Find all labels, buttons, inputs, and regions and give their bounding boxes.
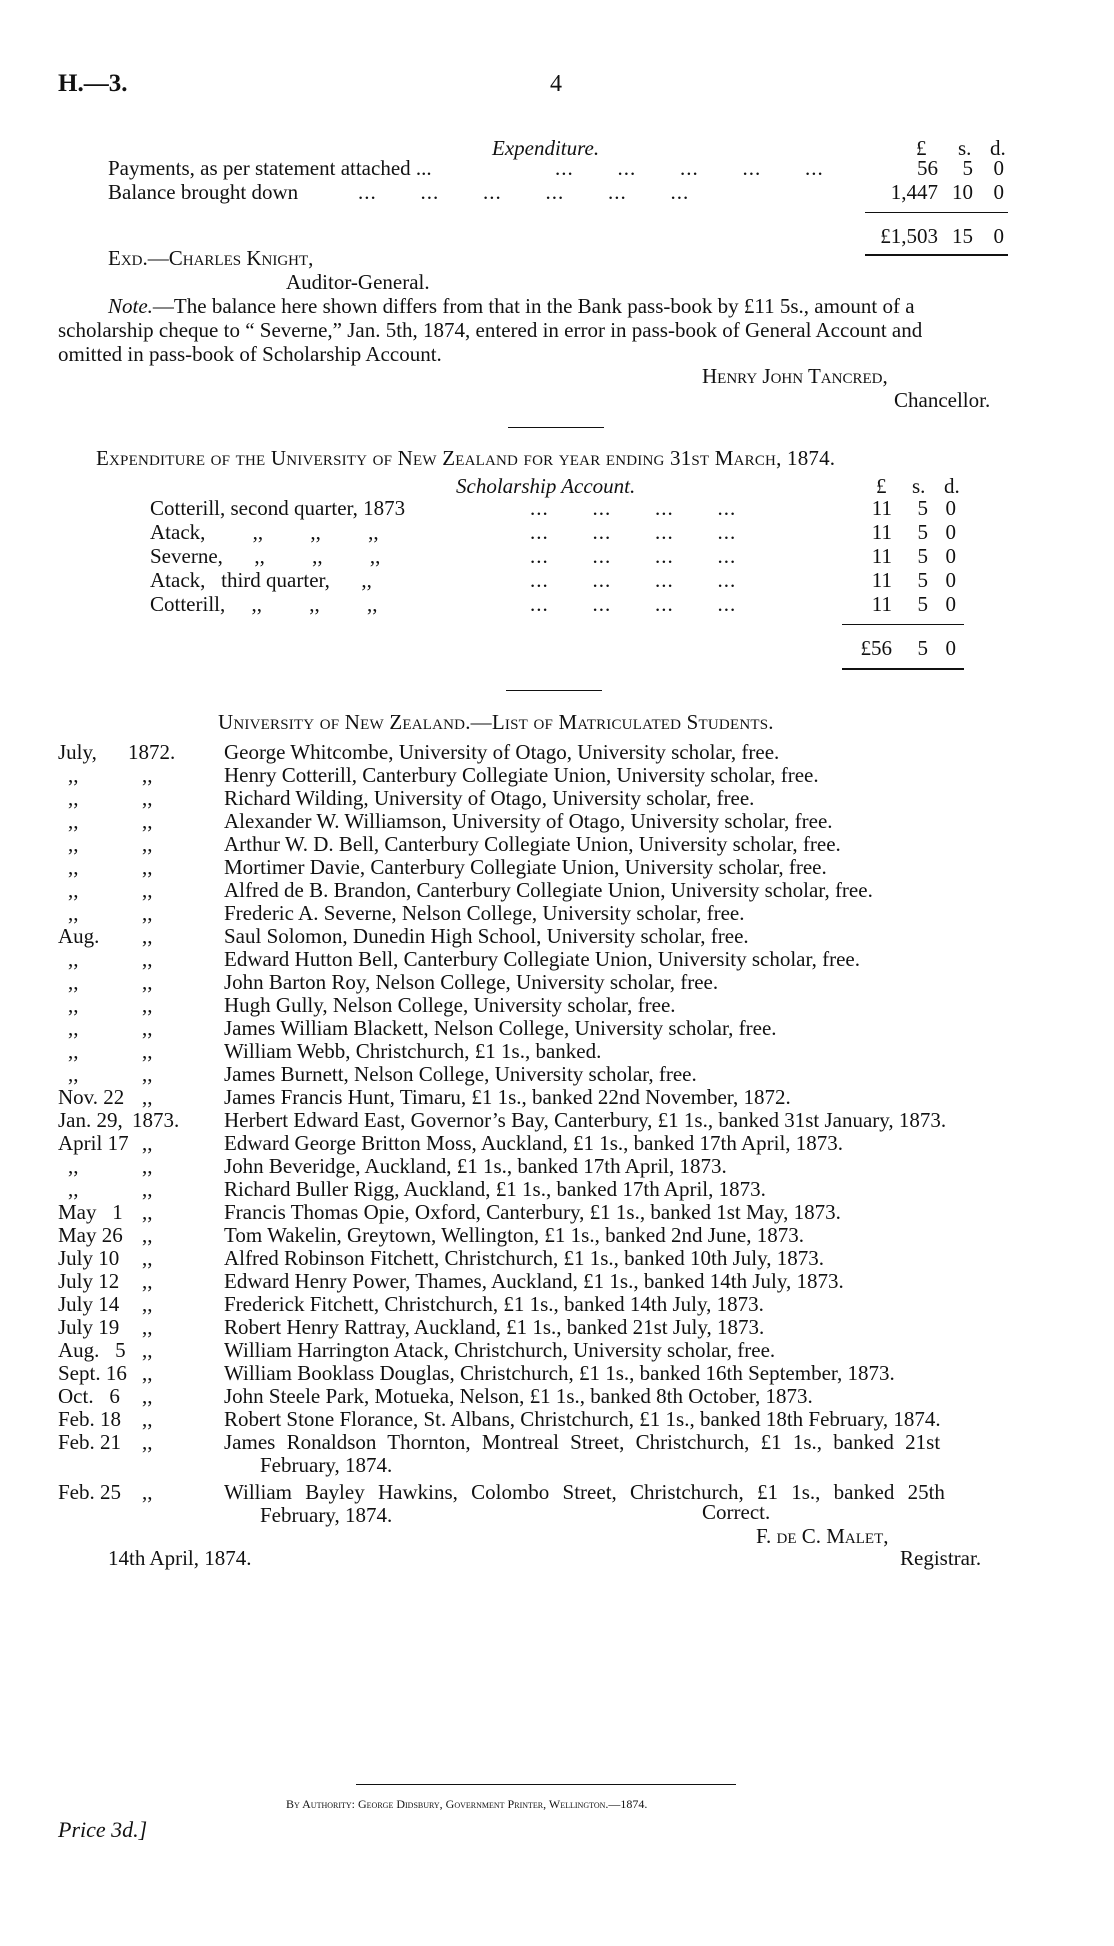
amount-pence: 0 (945, 544, 956, 568)
list-item (0, 1480, 1114, 1504)
entry-year: ,, (142, 1016, 153, 1040)
entry-year: ,, (142, 763, 153, 787)
col-pounds: £ (916, 136, 927, 160)
entry-year: ,, (142, 901, 153, 925)
entry-year: ,, (142, 1039, 153, 1063)
col-pence: d. (944, 474, 960, 498)
list-item-continuation (0, 1453, 1114, 1477)
entry-year: ,, (142, 786, 153, 810)
registrar-name: F. de C. Malet, (756, 1524, 889, 1548)
entry-date: ,, (68, 786, 79, 810)
list-item (0, 970, 1114, 994)
entry-text: John Steele Park, Motueka, Nelson, £1 1s., banked 8th October, 1873. (224, 1384, 813, 1408)
leader-dots: ... ... ... ... ... (555, 156, 824, 180)
entry-year: ,, (142, 809, 153, 833)
col-shillings: s. (958, 136, 972, 160)
entry-year: ,, (142, 1062, 153, 1086)
entry-date: Sept. 16 (58, 1361, 127, 1385)
matriculated-list (0, 740, 1114, 1527)
entry-date: Aug. 5 (58, 1338, 126, 1362)
entry-year: ,, (142, 1384, 153, 1408)
note-text: —The balance here shown differs from that in the Bank pass-book by £11 5s., amount of a (152, 294, 915, 318)
entry-text: Henry Cotterill, Canterbury Collegiate Union, University scholar, free. (224, 763, 819, 787)
entry-date: July 14 (58, 1292, 120, 1316)
entry-date: ,, (68, 970, 79, 994)
list-item (0, 740, 1114, 764)
amount-pence: 0 (945, 568, 956, 592)
entry-year: ,, (142, 1131, 153, 1155)
entry-text: Francis Thomas Opie, Oxford, Canterbury, £1 1s., banked 1st May, 1873. (224, 1200, 841, 1224)
entry-text: William Webb, Christchurch, £1 1s., banked. (224, 1039, 602, 1063)
list-item (0, 1154, 1114, 1178)
list-item (0, 1361, 1114, 1385)
scholarship-title: Expenditure of the University of New Zealand for year ending 31st March, 1874. (96, 446, 836, 470)
leader-dots: ... ... ... ... (530, 496, 737, 520)
entry-text: Tom Wakelin, Greytown, Wellington, £1 1s., banked 2nd June, 1873. (224, 1223, 804, 1247)
entry-text: Alfred Robinson Fitchett, Christchurch, £1 1s., banked 10th July, 1873. (224, 1246, 824, 1270)
entry-text: William Harrington Atack, Christchurch, University scholar, free. (224, 1338, 776, 1362)
entry-year: ,, (142, 1361, 153, 1385)
amount-pence: 0 (945, 520, 956, 544)
scholarship-row-label: Cotterill, ,, ,, ,, (150, 592, 378, 616)
scholarship-row-label: Cotterill, second quarter, 1873 (150, 496, 406, 520)
chancellor-title: Chancellor. (894, 388, 991, 412)
list-item (0, 832, 1114, 856)
entry-date: ,, (68, 763, 79, 787)
total-shillings: 15 (952, 224, 973, 248)
amount-pounds: 56 (917, 156, 938, 180)
entry-date: ,, (68, 1177, 79, 1201)
list-item (0, 993, 1114, 1017)
list-item (0, 1384, 1114, 1408)
entry-text: Robert Henry Rattray, Auckland, £1 1s., banked 21st July, 1873. (224, 1315, 765, 1339)
list-item (0, 809, 1114, 833)
entry-text: Edward George Britton Moss, Auckland, £1 1s., banked 17th April, 1873. (224, 1131, 844, 1155)
leader-dots: ... ... ... ... ... ... (358, 180, 690, 204)
amount-shillings: 5 (917, 568, 928, 592)
entry-text: Arthur W. D. Bell, Canterbury Collegiate Union, University scholar, free. (224, 832, 841, 856)
entry-text: Mortimer Davie, Canterbury Collegiate Union, University scholar, free. (224, 855, 827, 879)
scholarship-row-label: Severne, ,, ,, ,, (150, 544, 381, 568)
sum-rule (865, 212, 1008, 213)
entry-text-continuation: February, 1874. (260, 1503, 393, 1527)
entry-date: ,, (68, 1062, 79, 1086)
entry-text-continuation: February, 1874. (260, 1453, 393, 1477)
entry-year: ,, (142, 855, 153, 879)
entry-date: ,, (68, 901, 79, 925)
entry-year: 1872. (128, 740, 176, 764)
entry-text: Richard Wilding, University of Otago, University scholar, free. (224, 786, 755, 810)
total-double-rule (842, 668, 964, 670)
total-pounds: £56 (860, 636, 892, 660)
amount-pounds: 11 (871, 496, 892, 520)
entry-date: ,, (68, 993, 79, 1017)
entry-text: Edward Hutton Bell, Canterbury Collegiate Union, University scholar, free. (224, 947, 860, 971)
list-item (0, 1016, 1114, 1040)
list-item (0, 1062, 1114, 1086)
entry-date: ,, (68, 832, 79, 856)
entry-year: ,, (142, 1246, 153, 1270)
entry-date: ,, (68, 1039, 79, 1063)
entry-text: James Burnett, Nelson College, University scholar, free. (224, 1062, 697, 1086)
entry-year: ,, (142, 1315, 153, 1339)
correct-label: Correct. (702, 1500, 771, 1524)
amount-pence: 0 (993, 156, 1004, 180)
entry-date: April 17 (58, 1131, 129, 1155)
amount-pounds: 11 (871, 544, 892, 568)
note-label: Note. (108, 294, 153, 318)
amount-shillings: 5 (917, 520, 928, 544)
amount-pounds: 11 (871, 520, 892, 544)
entry-text: Saul Solomon, Dunedin High School, University scholar, free. (224, 924, 749, 948)
list-item (0, 1269, 1114, 1293)
entry-year: ,, (142, 1177, 153, 1201)
entry-date: July 10 (58, 1246, 120, 1270)
list-item (0, 1292, 1114, 1316)
amount-shillings: 5 (917, 592, 928, 616)
entry-date: Feb. 21 (58, 1430, 121, 1454)
col-pence: d. (990, 136, 1006, 160)
matriculated-title: University of New Zealand.—List of Matriculated Students. (218, 710, 774, 734)
entry-year: ,, (142, 878, 153, 902)
col-shillings: s. (912, 474, 926, 498)
note-line-2: scholarship cheque to “ Severne,” Jan. 5th, 1874, entered in error in pass-book of General Account and (58, 318, 923, 342)
entry-text: John Beveridge, Auckland, £1 1s., banked 17th April, 1873. (224, 1154, 727, 1178)
note-line-3: omitted in pass-book of Scholarship Account. (58, 342, 442, 366)
amount-pence: 0 (993, 180, 1004, 204)
expenditure-row-label: Balance brought down (108, 180, 299, 204)
section-divider (508, 427, 604, 428)
entry-year: ,, (142, 1223, 153, 1247)
amount-shillings: 5 (917, 544, 928, 568)
list-item (0, 1223, 1114, 1247)
entry-text: Herbert Edward East, Governor’s Bay, Canterbury, £1 1s., banked 31st January, 1873. (224, 1108, 947, 1132)
list-item (0, 786, 1114, 810)
entry-date: ,, (68, 809, 79, 833)
entry-year: ,, (142, 1292, 153, 1316)
price: Price 3d.] (58, 1817, 148, 1842)
list-item (0, 1315, 1114, 1339)
note-line-1 (108, 294, 915, 318)
entry-text: William Bayley Hawkins, Colombo Street, Christchurch, £1 1s., banked 25th (224, 1480, 945, 1504)
total-double-rule (865, 254, 1008, 256)
entry-date: ,, (68, 1154, 79, 1178)
entry-text: Alexander W. Williamson, University of Otago, University scholar, free. (224, 809, 833, 833)
total-pounds: £1,503 (880, 224, 938, 248)
entry-text: Frederick Fitchett, Christchurch, £1 1s., banked 14th July, 1873. (224, 1292, 764, 1316)
entry-date: July 12 (58, 1269, 120, 1293)
entry-text: George Whitcombe, University of Otago, University scholar, free. (224, 740, 780, 764)
amount-shillings: 5 (917, 496, 928, 520)
printer-authority-text: By Authority: George Didsbury, Government Printer, Wellington.—1874. (286, 1797, 648, 1811)
section-divider (506, 690, 602, 691)
auditor-title: Auditor-General. (286, 270, 430, 294)
entry-date: ,, (68, 855, 79, 879)
entry-year: ,, (142, 1480, 153, 1504)
entry-year: ,, (142, 1154, 153, 1178)
entry-text: William Booklass Douglas, Christchurch, £1 1s., banked 16th September, 1873. (224, 1361, 895, 1385)
page-ref: H.—3. (58, 70, 128, 97)
entry-date: July 19 (58, 1315, 120, 1339)
entry-date: Nov. 22 (58, 1085, 125, 1109)
entry-year: ,, (142, 832, 153, 856)
scholarship-subheading: Scholarship Account. (456, 474, 636, 498)
total-shillings: 5 (917, 636, 928, 660)
footer-rule (356, 1784, 736, 1785)
entry-text: John Barton Roy, Nelson College, University scholar, free. (224, 970, 719, 994)
list-item (0, 901, 1114, 925)
entry-date: ,, (68, 878, 79, 902)
scholarship-row-label: Atack, third quarter, ,, (150, 568, 372, 592)
amount-pence: 0 (945, 592, 956, 616)
entry-date: ,, (68, 947, 79, 971)
entry-year: ,, (142, 1430, 153, 1454)
entry-date: May 26 (58, 1223, 123, 1247)
list-item (0, 1430, 1114, 1454)
entry-year: ,, (142, 970, 153, 994)
entry-year: ,, (142, 1200, 153, 1224)
list-item (0, 1200, 1114, 1224)
list-item (0, 1177, 1114, 1201)
amount-pence: 0 (945, 496, 956, 520)
entry-text: Alfred de B. Brandon, Canterbury Collegiate Union, University scholar, free. (224, 878, 873, 902)
report-date: 14th April, 1874. (108, 1546, 252, 1570)
entry-date: ,, (68, 1016, 79, 1040)
list-item (0, 1338, 1114, 1362)
chancellor-name: Henry John Tancred, (702, 364, 888, 388)
amount-shillings: 10 (952, 180, 973, 204)
entry-date: Jan. 29, (58, 1108, 123, 1132)
col-pounds: £ (876, 474, 887, 498)
sum-rule (842, 624, 964, 625)
entry-date: Aug. (58, 924, 100, 948)
entry-year: ,, (142, 1338, 153, 1362)
amount-shillings: 5 (962, 156, 973, 180)
entry-text: Edward Henry Power, Thames, Auckland, £1 1s., banked 14th July, 1873. (224, 1269, 844, 1293)
entry-year: 1873. (132, 1108, 180, 1132)
expenditure-row-label: Payments, as per statement attached ... (108, 156, 432, 180)
total-pence: 0 (945, 636, 956, 660)
list-item (0, 855, 1114, 879)
list-item (0, 1108, 1114, 1132)
leader-dots: ... ... ... ... (530, 520, 737, 544)
printer-authority (286, 1792, 647, 1816)
entry-year: ,, (142, 1269, 153, 1293)
entry-year: ,, (142, 947, 153, 971)
entry-year: ,, (142, 924, 153, 948)
registrar-title: Registrar. (900, 1546, 982, 1570)
entry-date: May 1 (58, 1200, 123, 1224)
leader-dots: ... ... ... ... (530, 568, 737, 592)
entry-text: James Ronaldson Thornton, Montreal Street, Christchurch, £1 1s., banked 21st (224, 1430, 941, 1454)
list-item (0, 924, 1114, 948)
amount-pounds: 1,447 (890, 180, 938, 204)
auditor-line: Exd.—Charles Knight, (108, 246, 314, 270)
total-pence: 0 (993, 224, 1004, 248)
entry-date: Oct. 6 (58, 1384, 120, 1408)
list-item (0, 1085, 1114, 1109)
entry-year: ,, (142, 1407, 153, 1431)
entry-text: Robert Stone Florance, St. Albans, Christchurch, £1 1s., banked 18th February, 1874. (224, 1407, 941, 1431)
list-item (0, 947, 1114, 971)
entry-text: James Francis Hunt, Timaru, £1 1s., banked 22nd November, 1872. (224, 1085, 791, 1109)
leader-dots: ... ... ... ... (530, 592, 737, 616)
list-item (0, 1039, 1114, 1063)
expenditure-heading: Expenditure. (492, 136, 600, 160)
entry-date: July, (58, 740, 97, 764)
leader-dots: ... ... ... ... (530, 544, 737, 568)
entry-date: Feb. 18 (58, 1407, 121, 1431)
entry-year: ,, (142, 993, 153, 1017)
entry-text: Frederic A. Severne, Nelson College, University scholar, free. (224, 901, 745, 925)
entry-date: Feb. 25 (58, 1480, 121, 1504)
entry-text: James William Blackett, Nelson College, University scholar, free. (224, 1016, 777, 1040)
list-item-continuation (0, 1503, 1114, 1527)
scholarship-row-label: Atack, ,, ,, ,, (150, 520, 379, 544)
list-item (0, 1131, 1114, 1155)
amount-pounds: 11 (871, 568, 892, 592)
entry-text: Hugh Gully, Nelson College, University scholar, free. (224, 993, 676, 1017)
amount-pounds: 11 (871, 592, 892, 616)
entry-text: Richard Buller Rigg, Auckland, £1 1s., banked 17th April, 1873. (224, 1177, 766, 1201)
list-item (0, 1246, 1114, 1270)
page-number: 4 (550, 71, 562, 97)
list-item (0, 1407, 1114, 1431)
entry-year: ,, (142, 1085, 153, 1109)
list-item (0, 878, 1114, 902)
list-item (0, 763, 1114, 787)
